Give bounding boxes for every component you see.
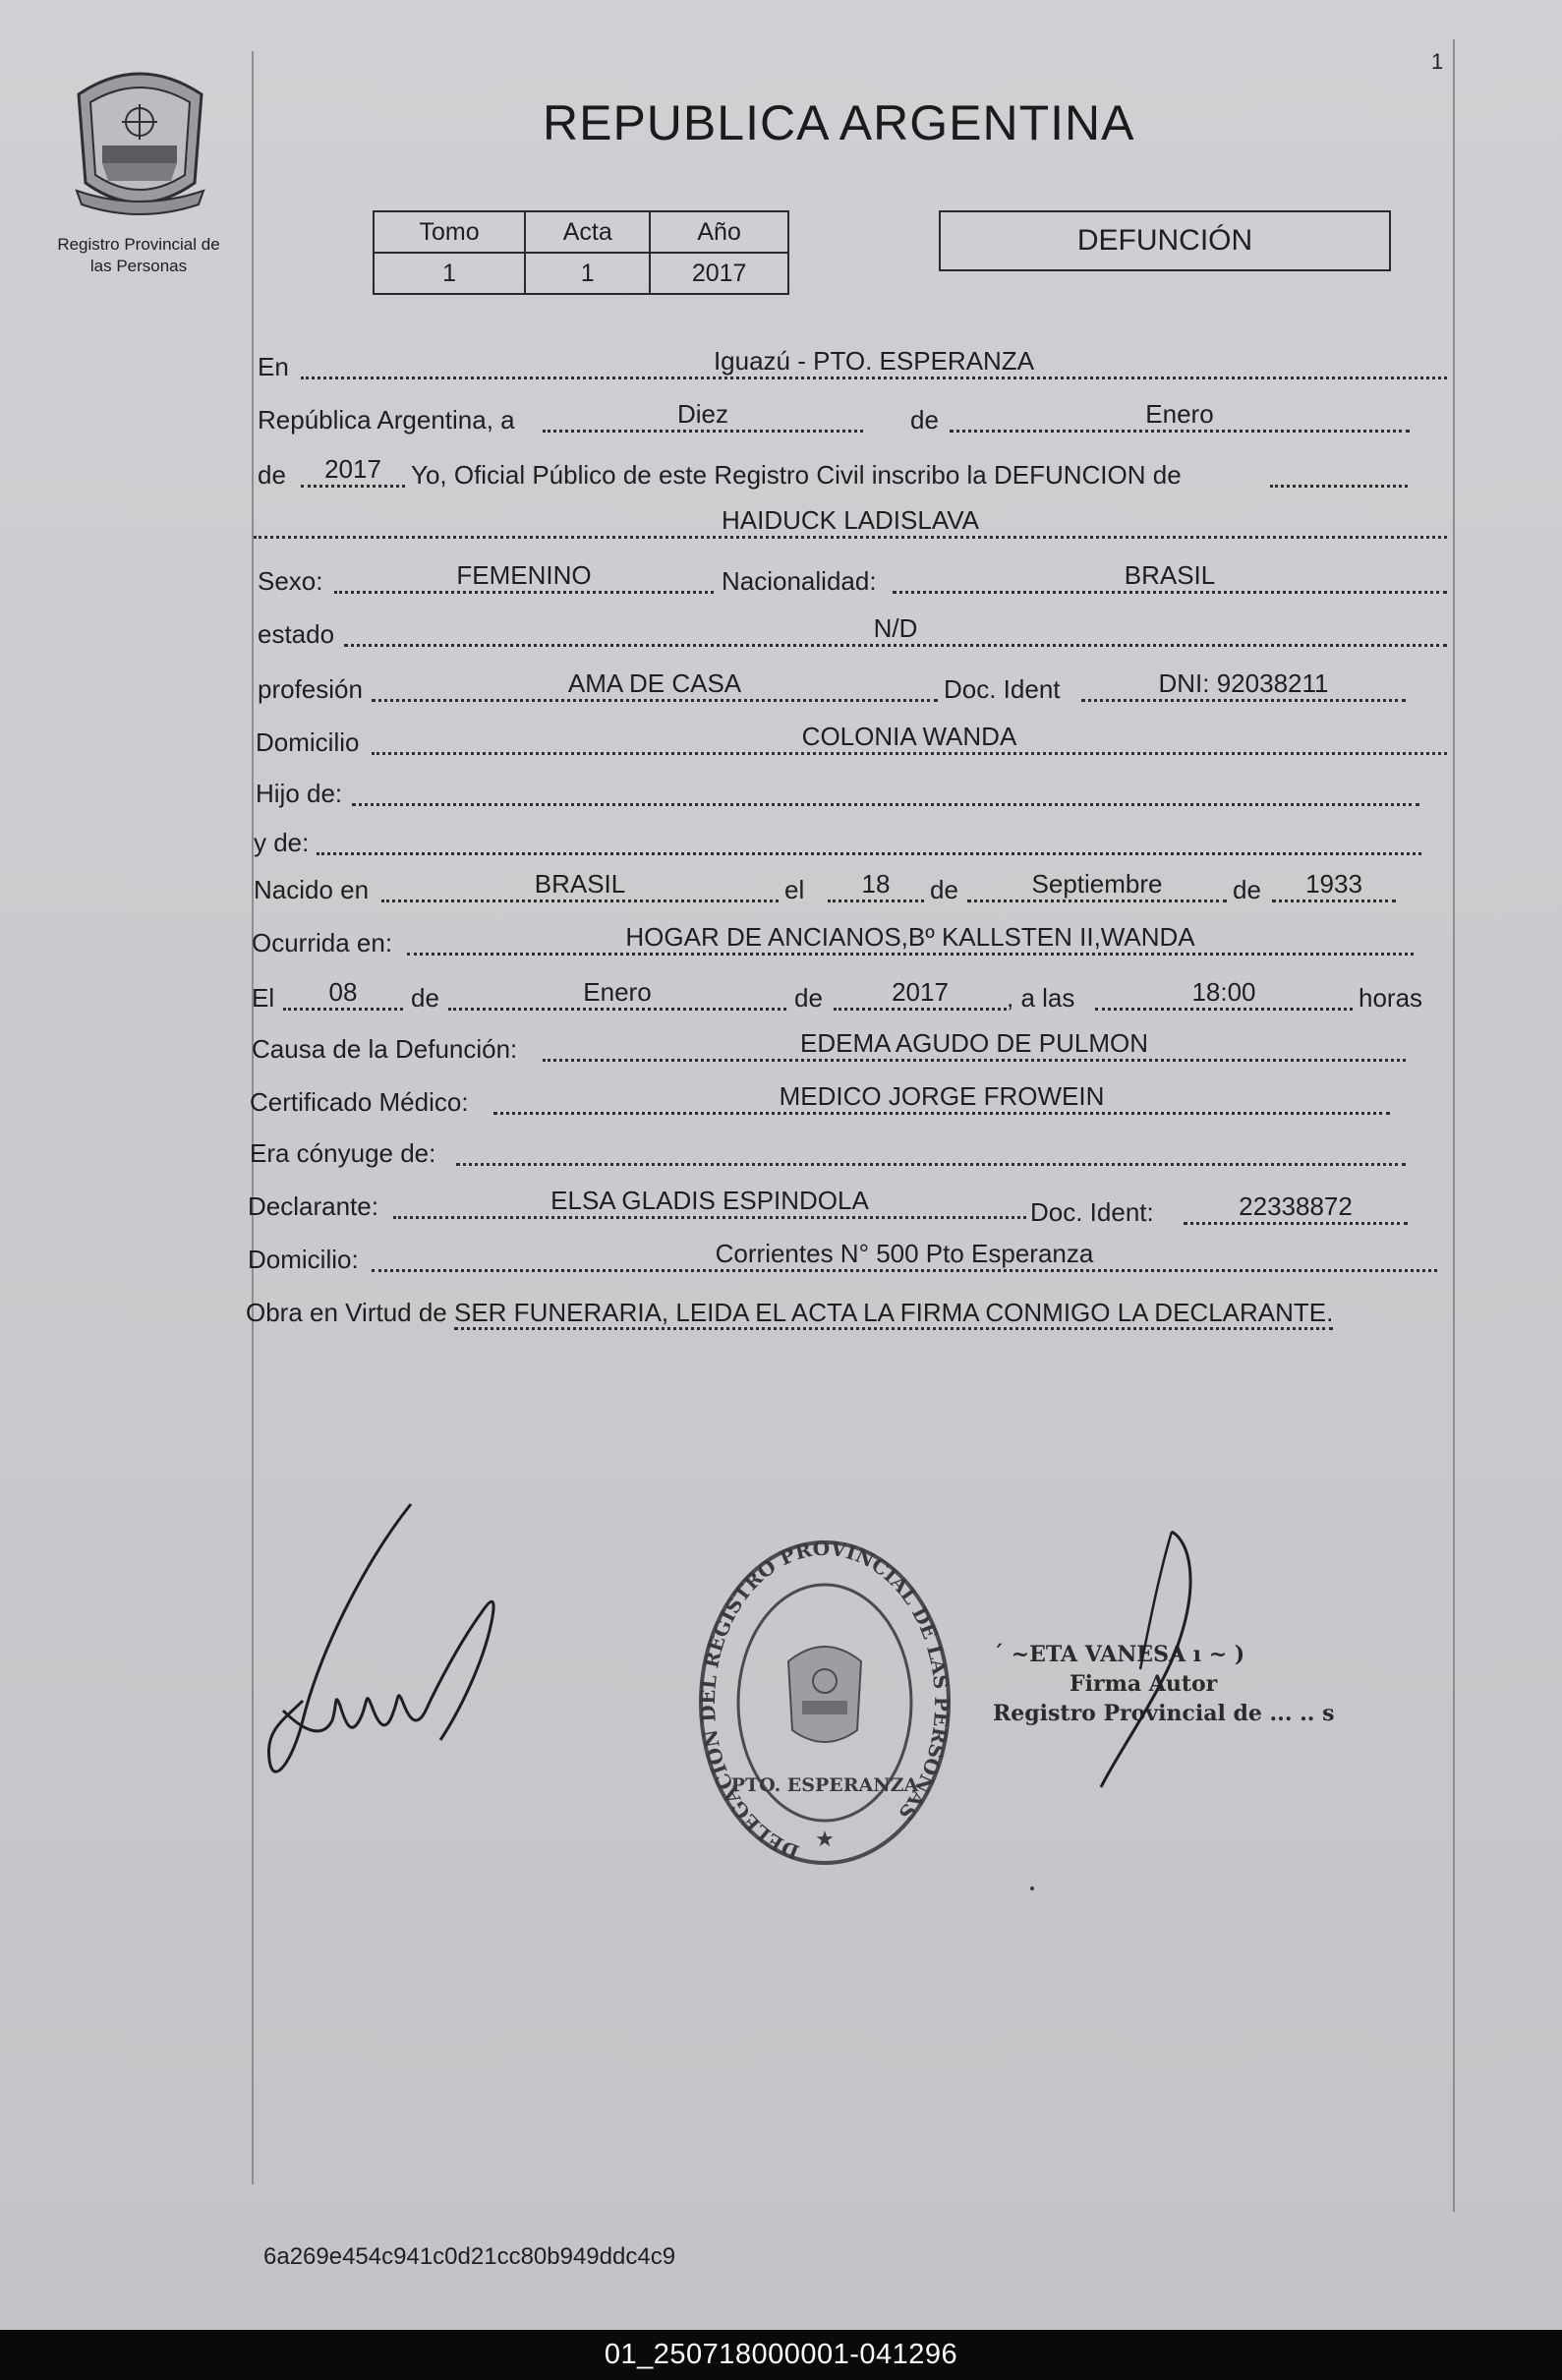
logo-caption-line2: las Personas [89, 257, 188, 275]
declarante-doc-value: 22338872 [1184, 1191, 1408, 1225]
label-de-nac-2: de [1233, 875, 1261, 904]
dia-registro-value: Diez [543, 399, 863, 433]
official-stamp [692, 1534, 957, 1868]
profesion-value: AMA DE CASA [372, 668, 938, 702]
tomo-value: 1 [374, 253, 525, 294]
label-republica: República Argentina, a [258, 405, 515, 435]
label-de-nac-1: de [930, 875, 958, 904]
label-ocurrida-en: Ocurrida en: [252, 928, 393, 958]
anio-header: Año [650, 211, 788, 253]
doc-ident-value: DNI: 92038211 [1081, 668, 1406, 702]
registry-table-values [374, 253, 788, 294]
label-nacionalidad: Nacionalidad: [722, 566, 877, 596]
right-margin-line [1453, 39, 1455, 2212]
fallecimiento-anio-value: 2017 [834, 977, 1007, 1011]
logo-caption [35, 234, 242, 277]
fallecimiento-mes-value: Enero [448, 977, 786, 1011]
estado-value: N/D [344, 613, 1447, 647]
fallecimiento-hora-value: 18:00 [1095, 977, 1353, 1011]
ocurrida-en-value: HOGAR DE ANCIANOS,Bº KALLSTEN II,WANDA [407, 922, 1414, 956]
mes-registro-value: Enero [950, 399, 1410, 433]
label-sexo: Sexo: [258, 566, 323, 596]
obra-value: SER FUNERARIA, LEIDA EL ACTA LA FIRMA CONMIGO LA DECLARANTE. [454, 1298, 1333, 1330]
page-number: 1 [1431, 49, 1444, 74]
nacimiento-dia-value: 18 [828, 869, 924, 902]
declarant-signature [263, 1494, 558, 1789]
causa-value: EDEMA AGUDO DE PULMON [543, 1028, 1406, 1062]
authority-office: Registro Provincial de ... .. s [993, 1701, 1335, 1726]
lugar-value: Iguazú - PTO. ESPERANZA [301, 346, 1447, 379]
official-stamp-icon [692, 1534, 957, 1868]
label-obra: Obra en Virtud de [246, 1298, 447, 1327]
yo-trailing-line [1270, 454, 1408, 488]
tomo-header: Tomo [374, 211, 525, 253]
fallecimiento-dia-value: 08 [283, 977, 403, 1011]
label-horas: horas [1359, 983, 1423, 1013]
label-el-fallecimiento: El [252, 983, 275, 1013]
authority-signature-icon [1081, 1522, 1219, 1797]
registry-table-header [374, 211, 788, 253]
label-en: En [258, 352, 289, 381]
label-de-1: de [910, 405, 939, 435]
label-a-las: , a las [1007, 983, 1075, 1013]
label-declarante-doc: Doc. Ident: [1030, 1197, 1154, 1227]
conyuge-value [456, 1132, 1406, 1166]
document-hash: 6a269e454c941c0d21cc80b949ddc4c9 [263, 2243, 676, 2270]
label-estado: estado [258, 619, 335, 649]
label-nacido-en: Nacido en [254, 875, 370, 904]
nombre-value: HAIDUCK LADISLAVA [254, 505, 1447, 539]
stamp-ring-text: DELEGACION DEL REGISTRO PROVINCIAL DE LAS PERSONAS [695, 1536, 955, 1865]
label-certificado: Certificado Médico: [250, 1087, 469, 1117]
y-de-value [317, 822, 1421, 855]
logo-caption-line1: Registro Provincial de [57, 235, 220, 254]
domicilio-value: COLONIA WANDA [372, 722, 1447, 755]
declarante-domicilio-value: Corrientes N° 500 Pto Esperanza [372, 1239, 1437, 1272]
label-de-fall-2: de [794, 983, 823, 1013]
authority-role: Firma Autor [1070, 1671, 1218, 1697]
acta-header: Acta [525, 211, 650, 253]
hijo-de-value [352, 773, 1419, 806]
declarante-value: ELSA GLADIS ESPINDOLA [393, 1186, 1026, 1219]
label-de-2: de [258, 460, 286, 490]
authority-name: ´ ~ETA VANESA ı ~ ) [993, 1642, 1245, 1667]
label-y-de: y de: [254, 828, 310, 857]
document-title: REPUBLICA ARGENTINA [543, 95, 1135, 150]
label-hijo-de: Hijo de: [256, 779, 343, 808]
nacimiento-anio-value: 1933 [1272, 869, 1396, 902]
label-profesion: profesión [258, 674, 363, 704]
nacionalidad-value: BRASIL [893, 560, 1447, 594]
sexo-value: FEMENINO [334, 560, 714, 594]
label-causa: Causa de la Defunción: [252, 1034, 518, 1064]
obra-paragraph [246, 1294, 1439, 1331]
anio-value: 2017 [650, 253, 788, 294]
ink-dot [1030, 1887, 1034, 1890]
label-declarante: Declarante: [248, 1191, 378, 1221]
label-doc-ident: Doc. Ident [944, 674, 1061, 704]
nacimiento-mes-value: Septiembre [967, 869, 1227, 902]
declarant-signature-icon [263, 1494, 558, 1789]
nacido-en-value: BRASIL [381, 869, 779, 902]
label-yo: Yo, Oficial Público de este Registro Civil inscribo la DEFUNCION de [411, 460, 1182, 490]
certificado-value: MEDICO JORGE FROWEIN [493, 1081, 1390, 1115]
anio-registro-value: 2017 [301, 454, 405, 488]
label-conyuge: Era cónyuge de: [250, 1138, 436, 1168]
province-seal-icon [69, 65, 211, 217]
left-margin-line [252, 51, 254, 2184]
stamp-star-icon: ★ [815, 1827, 835, 1851]
stamp-inner-text: PTO. ESPERANZA [730, 1774, 919, 1796]
footer-id-bar: 01_250718000001-041296 [0, 2330, 1562, 2380]
authority-signature [1081, 1522, 1219, 1797]
label-el-nacimiento: el [784, 875, 805, 904]
document-type-box: DEFUNCIÓN [939, 210, 1391, 271]
label-declarante-domicilio: Domicilio: [248, 1245, 359, 1274]
label-domicilio: Domicilio [256, 727, 360, 757]
registry-table [373, 210, 789, 295]
acta-value: 1 [525, 253, 650, 294]
province-logo [69, 65, 211, 217]
stamp-crest-icon [788, 1647, 861, 1742]
label-de-fall-1: de [411, 983, 439, 1013]
